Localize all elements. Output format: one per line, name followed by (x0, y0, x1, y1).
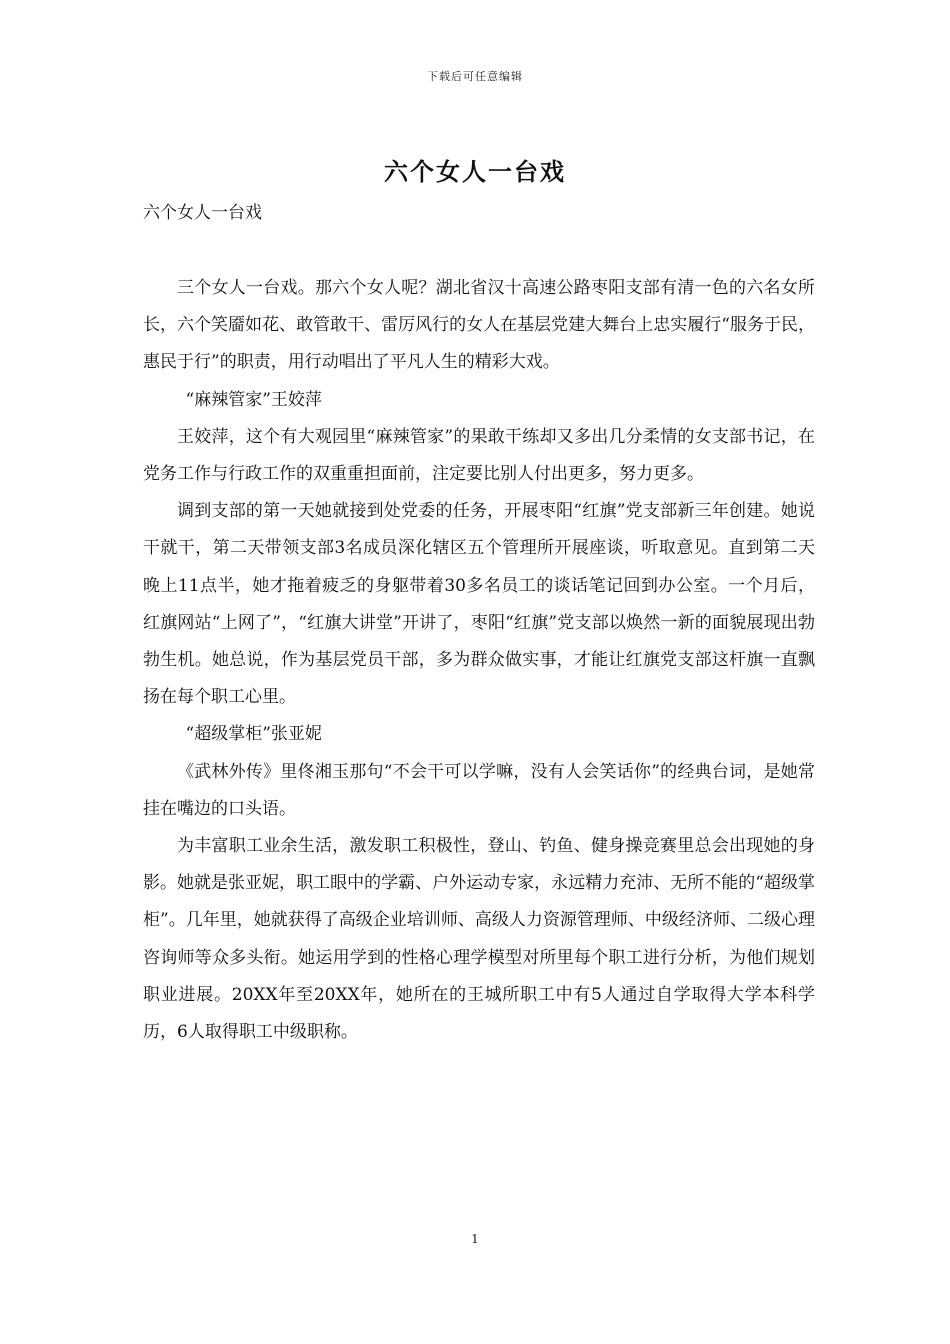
paragraph-zhang-quote: 《武林外传》里佟湘玉那句“不会干可以学嘛，没有人会笑话你”的经典台词，是她常挂在嘴边的口头语。 (143, 761, 815, 819)
document-title: 六个女人一台戏 (384, 157, 566, 186)
section-heading-wang: “麻辣管家”王姣萍 (185, 389, 322, 410)
document-subtitle: 六个女人一台戏 (143, 203, 262, 223)
document-body (143, 270, 815, 1051)
paragraph-zhang-story: 为丰富职工业余生活，激发职工积极性，登山、钓鱼、健身操竞赛里总会出现她的身影。她就是张亚妮，职工眼中的学霸、户外运动专家，永远精力充沛、无所不能的“超级掌柜”。几年里，她就获得了高级企业培训师、高级人力资源管理师、中级经济师、二级心理咨询师等众多头衔。她运用学到的性格心理学模型对所里每个职工进行分析，为他们规划职业进展。20XX年至20XX年，她所在的王城所职工中有5人通过自学取得大学本科学历，6人取得职工中级职称。 (143, 836, 815, 1043)
paragraph-intro: 三个女人一台戏。那六个女人呢？湖北省汉十高速公路枣阳支部有清一色的六名女所长，六个笑靥如花、敢管敢干、雷厉风行的女人在基层党建大舞台上忠实履行“服务于民，惠民于行”的职责，用行动唱出了平凡人生的精彩大戏。 (143, 278, 815, 373)
paragraph-wang-intro: 王姣萍，这个有大观园里“麻辣管家”的果敢干练却又多出几分柔情的女支部书记，在党务工作与行政工作的双重重担面前，注定要比别人付出更多，努力更多。 (143, 426, 815, 485)
section-heading-zhang: “超级掌柜”张亚妮 (185, 724, 322, 745)
page-header: 下载后可任意编辑 (427, 70, 523, 83)
paragraph-wang-story: 调到支部的第一天她就接到处党委的任务，开展枣阳“红旗”党支部新三年创建。她说干就干，第二天带领支部3名成员深化辖区五个管理所开展座谈，听取意见。直到第二天晚上11点半，她才拖着疲乏的身躯带着30多名员工的谈话笔记回到办公室。一个月后，红旗网站“上网了”，“红旗大讲堂”开讲了，枣阳“红旗”党支部以焕然一新的面貌展现出勃勃生机。她总说，作为基层党员干部，多为群众做实事，才能让红旗党支部这杆旗一直飘扬在每个职工心里。 (143, 501, 815, 708)
page-number: 1 (471, 1232, 479, 1246)
